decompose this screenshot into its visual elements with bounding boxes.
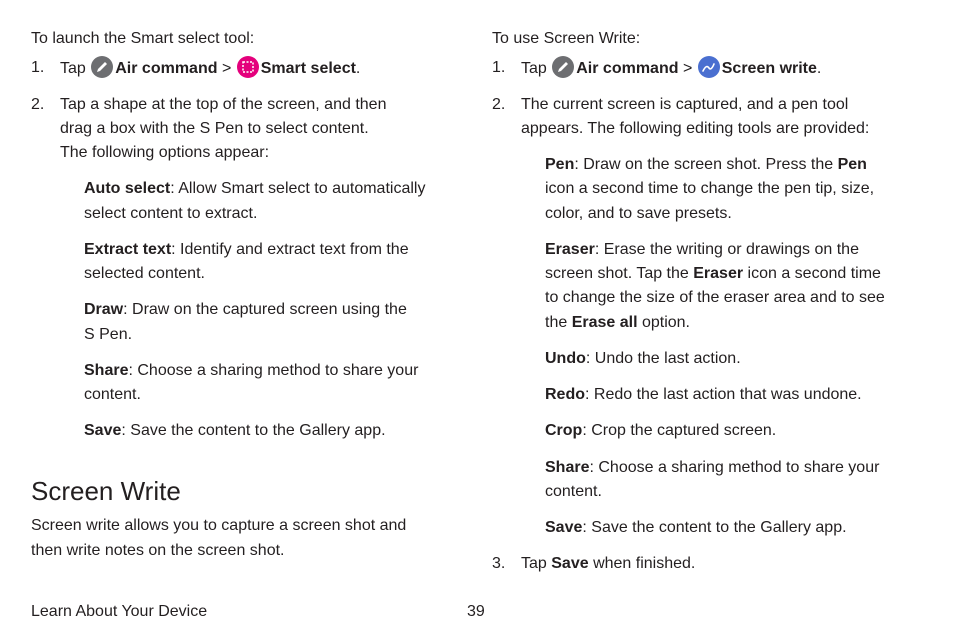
- option-share-cont: content.: [84, 386, 141, 403]
- step-number: 1.: [492, 59, 506, 76]
- tool-eraser-cont-1: screen shot. Tap the Eraser icon a second time: [545, 265, 881, 282]
- screen-write-intro: To use Screen Write:: [492, 30, 641, 47]
- tool-eraser-cont-3: the Erase all option.: [545, 314, 690, 331]
- screen-write-step-2-line-2: appears. The following editing tools are provided:: [521, 120, 870, 137]
- step-number: 1.: [31, 59, 45, 76]
- tool-undo: Undo: Undo the last action.: [545, 350, 741, 367]
- tool-eraser-cont-2: to change the size of the eraser area and to see: [545, 289, 885, 306]
- screen-write-description-line-1: Screen write allows you to capture a screen shot and: [31, 517, 407, 534]
- smart-select-step-2-line-1: Tap a shape at the top of the screen, and then: [60, 96, 387, 113]
- footer-section-title: Learn About Your Device: [31, 603, 208, 620]
- option-auto-select-cont: select content to extract.: [84, 205, 258, 222]
- tool-pen: Pen: Draw on the screen shot. Press the Pen: [545, 156, 867, 173]
- pen-icon: [552, 56, 574, 78]
- step-number: 2.: [31, 96, 45, 113]
- pen-icon: [91, 56, 113, 78]
- smart-select-step-1: Tap Air command > Smart select.: [60, 56, 360, 81]
- tool-eraser: Eraser: Erase the writing or drawings on the: [545, 241, 859, 258]
- option-draw: Draw: Draw on the captured screen using the: [84, 301, 407, 318]
- screen-write-icon: [698, 56, 720, 78]
- tool-pen-cont-2: color, and to save presets.: [545, 205, 732, 222]
- option-draw-cont: S Pen.: [84, 326, 133, 343]
- screen-write-step-3: Tap Save when finished.: [521, 555, 696, 572]
- option-extract-text: Extract text: Identify and extract text from the: [84, 241, 409, 258]
- option-extract-text-cont: selected content.: [84, 265, 205, 282]
- smart-select-step-2-line-3: The following options appear:: [60, 144, 270, 161]
- step-number: 3.: [492, 555, 506, 572]
- screen-write-step-1: Tap Air command > Screen write.: [521, 56, 821, 81]
- tool-pen-cont-1: icon a second time to change the pen tip, size,: [545, 180, 875, 197]
- option-auto-select: Auto select: Allow Smart select to automatically: [84, 180, 426, 197]
- option-save: Save: Save the content to the Gallery app.: [84, 422, 386, 439]
- screen-write-step-2-line-1: The current screen is captured, and a pen tool: [521, 96, 849, 113]
- tool-redo: Redo: Redo the last action that was undone.: [545, 386, 862, 403]
- tool-save: Save: Save the content to the Gallery app.: [545, 519, 847, 536]
- page-number: 39: [467, 603, 485, 620]
- tool-share-cont: content.: [545, 483, 602, 500]
- step-number: 2.: [492, 96, 506, 113]
- smart-select-step-2-line-2: drag a box with the S Pen to select content.: [60, 120, 369, 137]
- smart-select-icon: [237, 56, 259, 78]
- tool-crop: Crop: Crop the captured screen.: [545, 422, 777, 439]
- option-share: Share: Choose a sharing method to share your: [84, 362, 419, 379]
- section-heading: Screen Write: [31, 476, 181, 506]
- screen-write-description-line-2: then write notes on the screen shot.: [31, 542, 285, 559]
- smart-select-intro: To launch the Smart select tool:: [31, 30, 255, 47]
- tool-share: Share: Choose a sharing method to share your: [545, 459, 880, 476]
